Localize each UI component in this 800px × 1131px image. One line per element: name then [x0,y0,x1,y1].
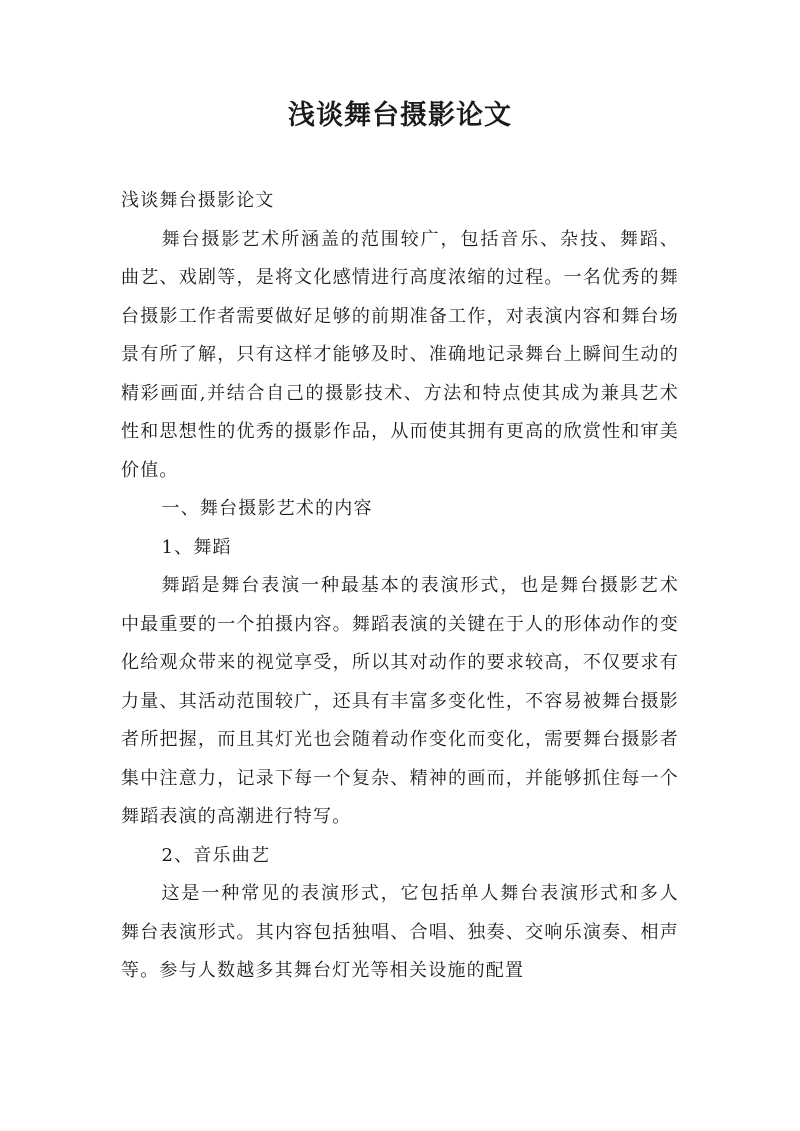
music-paragraph: 这是一种常见的表演形式，它包括单人舞台表演形式和多人舞台表演形式。其内容包括独唱、合唱、独奏、交响乐演奏、相声等。参与人数越多其舞台灯光等相关设施的配置 [121,883,679,981]
intro-paragraph: 舞台摄影艺术所涵盖的范围较广，包括音乐、杂技、舞蹈、曲艺、戏剧等，是将文化感情进行高度浓缩的过程。一名优秀的舞台摄影工作者需要做好足够的前期准备工作，对表演内容和舞台场景有所了解，只有这样才能够及时、准确地记录舞台上瞬间生动的精彩画面,并结合自己的摄影技术、方法和特点使其成为兼具艺术性和思想性的优秀的摄影作品，从而使其拥有更高的欣赏性和审美价值。 [121,228,679,481]
dance-paragraph: 舞蹈是舞台表演一种最基本的表演形式，也是舞台摄影艺术中最重要的一个拍摄内容。舞蹈表演的关键在于人的形体动作的变化给观众带来的视觉享受，所以其对动作的要求较高，不仅要求有力量、其活动范围较广，还具有丰富多变化性，不容易被舞台摄影者所把握，而且其灯光也会随着动作变化而变化，需要舞台摄影者集中注意力，记录下每一个复杂、精神的画而，并能够抓住每一个舞蹈表演的高潮进行特写。 [121,575,679,827]
document-body [121,182,679,991]
subsection-heading-music: 2、音乐曲艺 [161,844,271,866]
subsection-heading-dance: 1、舞蹈 [161,536,232,558]
section-heading: 一、舞台摄影艺术的内容 [161,498,373,519]
document-title: 浅谈舞台摄影论文 [288,100,512,131]
subtitle-paragraph: 浅谈舞台摄影论文 [121,190,275,211]
